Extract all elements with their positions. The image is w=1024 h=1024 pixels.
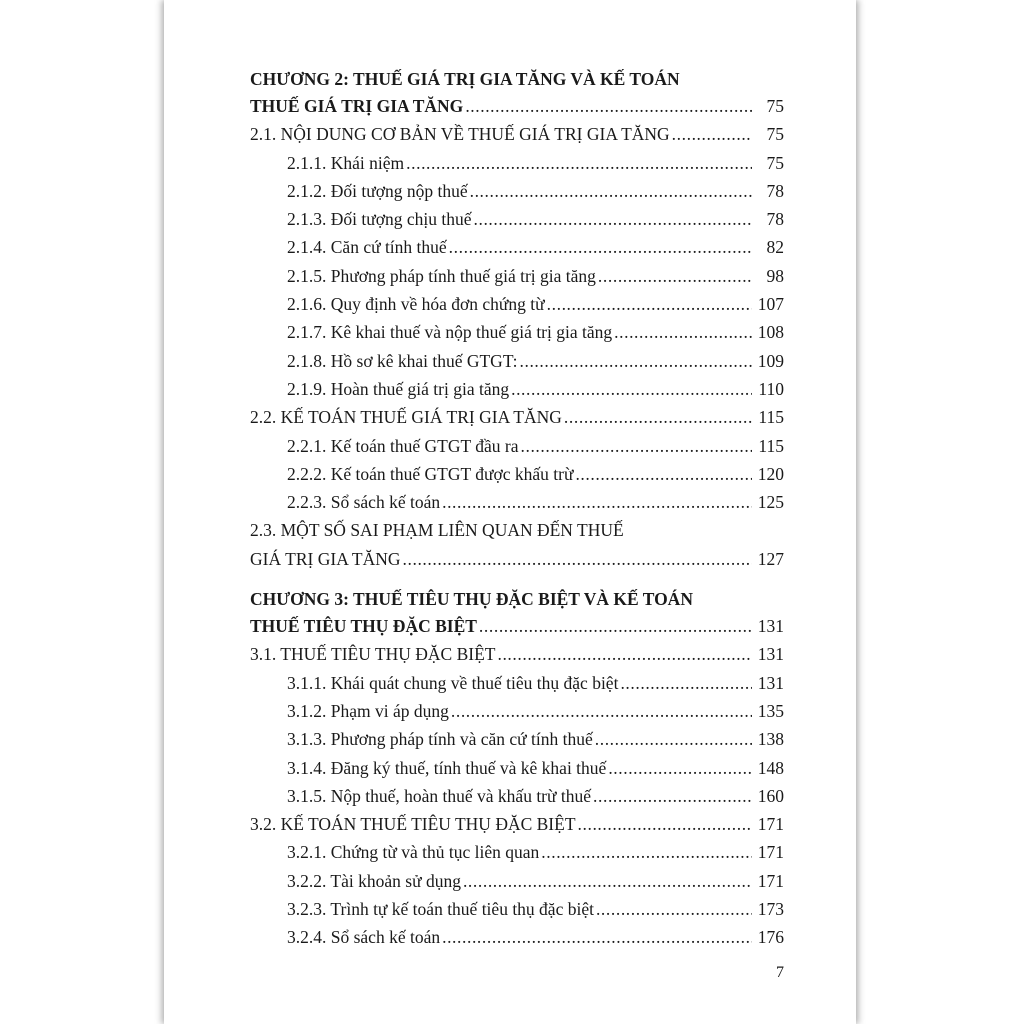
toc-entry <box>250 205 784 233</box>
toc-entry-label: 2.1.7. Kê khai thuế và nộp thuế giá trị gia tăng <box>287 322 613 343</box>
page-ref: 120 <box>757 463 784 484</box>
page-ref: 78 <box>766 180 784 201</box>
dot-leader <box>672 120 752 148</box>
toc-entry <box>250 347 784 375</box>
chapter-3-items <box>250 640 784 951</box>
dot-leader <box>547 290 752 318</box>
toc-entry <box>250 233 784 261</box>
toc-entry-label: 2.1.4. Căn cứ tính thuế <box>287 237 447 258</box>
page-ref: 82 <box>766 237 784 258</box>
toc-entry-label: 2.1.9. Hoàn thuế giá trị gia tăng <box>287 378 510 399</box>
dot-leader <box>575 460 752 488</box>
page-ref: 75 <box>766 124 784 145</box>
dot-leader <box>595 725 752 753</box>
page-ref: 78 <box>766 209 784 230</box>
toc-entry <box>250 375 784 403</box>
dot-leader <box>465 92 752 120</box>
toc-entry-label: 3.1.5. Nộp thuế, hoàn thuế và khấu trừ thuế <box>287 785 592 806</box>
dot-leader <box>608 754 752 782</box>
page-ref: 176 <box>757 927 784 948</box>
chapter-3-heading <box>250 586 784 640</box>
dot-leader <box>541 838 752 866</box>
toc-entry-label: 2.1.6. Quy định về hóa đơn chứng từ <box>287 294 545 315</box>
dot-leader <box>442 488 752 516</box>
page-ref: 135 <box>757 700 784 721</box>
page-ref: 127 <box>757 548 784 569</box>
dot-leader <box>442 923 752 951</box>
toc-entry-label: 2.2.1. Kế toán thuế GTGT đầu ra <box>287 435 519 456</box>
table-of-contents <box>250 66 784 952</box>
dot-leader <box>596 895 752 923</box>
dot-leader <box>614 318 752 346</box>
toc-entry <box>250 669 784 697</box>
dot-leader <box>620 669 752 697</box>
dot-leader <box>470 177 752 205</box>
toc-entry <box>250 403 784 431</box>
toc-entry <box>250 460 784 488</box>
page-ref: 110 <box>758 378 784 399</box>
toc-entry <box>250 697 784 725</box>
toc-entry <box>250 262 784 290</box>
dot-leader <box>497 640 752 668</box>
page-ref: 131 <box>757 644 784 665</box>
page-ref: 107 <box>757 294 784 315</box>
page-ref: 109 <box>757 350 784 371</box>
chapter-2-heading <box>250 66 784 120</box>
page-ref: 75 <box>766 152 784 173</box>
toc-entry-label: 3.2.4. Sổ sách kế toán <box>287 927 441 948</box>
dot-leader <box>449 233 752 261</box>
dot-leader <box>406 149 752 177</box>
toc-entry-label: 3.1.1. Khái quát chung về thuế tiêu thụ đặc biệt <box>287 672 619 693</box>
book-page <box>164 0 856 1024</box>
entry-title-line: GIÁ TRỊ GIA TĂNG <box>250 548 401 569</box>
toc-entry-label: 2.2.2. Kế toán thuế GTGT được khấu trừ <box>287 463 574 484</box>
page-ref: 138 <box>757 729 784 750</box>
page-ref: 171 <box>757 842 784 863</box>
toc-entry-label: 2.2. KẾ TOÁN THUẾ GIÁ TRỊ GIA TĂNG <box>250 407 562 428</box>
toc-entry <box>250 895 784 923</box>
chapter-title-line: CHƯƠNG 3: THUẾ TIÊU THỤ ĐẶC BIỆT VÀ KẾ TOÁN <box>250 589 693 610</box>
page-ref: 160 <box>757 785 784 806</box>
toc-entry <box>250 488 784 516</box>
toc-entry <box>250 177 784 205</box>
entry-title-line: 2.3. MỘT SỐ SAI PHẠM LIÊN QUAN ĐẾN THUẾ <box>250 520 624 541</box>
chapter-title-line: THUẾ GIÁ TRỊ GIA TĂNG <box>250 96 464 116</box>
chapter-title-line: CHƯƠNG 2: THUẾ GIÁ TRỊ GIA TĂNG VÀ KẾ TOÁN <box>250 69 680 89</box>
toc-entry-label: 3.1.2. Phạm vi áp dụng <box>287 700 449 721</box>
toc-entry-2-3 <box>250 516 784 573</box>
page-ref: 98 <box>766 265 784 286</box>
toc-entry-label: 3.1. THUẾ TIÊU THỤ ĐẶC BIỆT <box>250 644 496 665</box>
toc-entry-label: 3.1.4. Đăng ký thuế, tính thuế và kê khai thuế <box>287 757 607 778</box>
dot-leader <box>474 205 753 233</box>
toc-entry <box>250 923 784 951</box>
dot-leader <box>578 810 752 838</box>
page-number: 7 <box>776 964 784 981</box>
toc-entry <box>250 432 784 460</box>
toc-entry-label: 2.2.3. Sổ sách kế toán <box>287 492 441 513</box>
page-ref: 173 <box>757 899 784 920</box>
chapter-title-line: THUẾ TIÊU THỤ ĐẶC BIỆT <box>250 616 477 637</box>
toc-entry <box>250 318 784 346</box>
toc-entry <box>250 838 784 866</box>
toc-entry-label: 3.2.3. Trình tự kế toán thuế tiêu thụ đặc biệt <box>287 899 594 920</box>
toc-entry-label: 3.2. KẾ TOÁN THUẾ TIÊU THỤ ĐẶC BIỆT <box>250 814 576 835</box>
page-ref: 115 <box>758 435 784 456</box>
toc-entry-label: 2.1.1. Khái niệm <box>287 152 405 173</box>
page-ref: 115 <box>758 407 784 428</box>
page-ref: 131 <box>757 672 784 693</box>
dot-leader <box>593 782 752 810</box>
toc-entry-label: 3.2.2. Tài khoản sử dụng <box>287 870 461 891</box>
chapter-2-items <box>250 120 784 516</box>
dot-leader <box>564 403 752 431</box>
page-ref: 148 <box>757 757 784 778</box>
toc-entry-label: 3.2.1. Chứng từ và thủ tục liên quan <box>287 842 540 863</box>
dot-leader <box>598 262 752 290</box>
toc-entry-label: 2.1.2. Đối tượng nộp thuế <box>287 180 468 201</box>
toc-entry-label: 2.1.5. Phương pháp tính thuế giá trị gia tăng <box>287 265 596 286</box>
page-ref: 108 <box>757 322 784 343</box>
dot-leader <box>463 867 752 895</box>
dot-leader <box>520 347 753 375</box>
toc-entry-label: 2.1.8. Hồ sơ kê khai thuế GTGT: <box>287 350 518 371</box>
toc-entry-label: 2.1.3. Đối tượng chịu thuế <box>287 209 472 230</box>
toc-entry <box>250 754 784 782</box>
page-ref: 171 <box>757 870 784 891</box>
toc-entry <box>250 640 784 668</box>
toc-entry <box>250 290 784 318</box>
toc-entry <box>250 810 784 838</box>
page-ref: 131 <box>757 616 784 637</box>
dot-leader <box>479 612 752 640</box>
toc-entry-label: 2.1. NỘI DUNG CƠ BẢN VỀ THUẾ GIÁ TRỊ GIA TĂNG <box>250 124 670 145</box>
toc-entry-label: 3.1.3. Phương pháp tính và căn cứ tính thuế <box>287 729 593 750</box>
dot-leader <box>521 432 753 460</box>
toc-entry <box>250 149 784 177</box>
dot-leader <box>403 545 752 573</box>
page-ref: 125 <box>757 492 784 513</box>
toc-entry <box>250 782 784 810</box>
toc-entry <box>250 725 784 753</box>
toc-entry <box>250 120 784 148</box>
toc-entry <box>250 867 784 895</box>
page-ref: 75 <box>766 96 784 116</box>
dot-leader <box>511 375 752 403</box>
page-ref: 171 <box>757 814 784 835</box>
dot-leader <box>451 697 752 725</box>
